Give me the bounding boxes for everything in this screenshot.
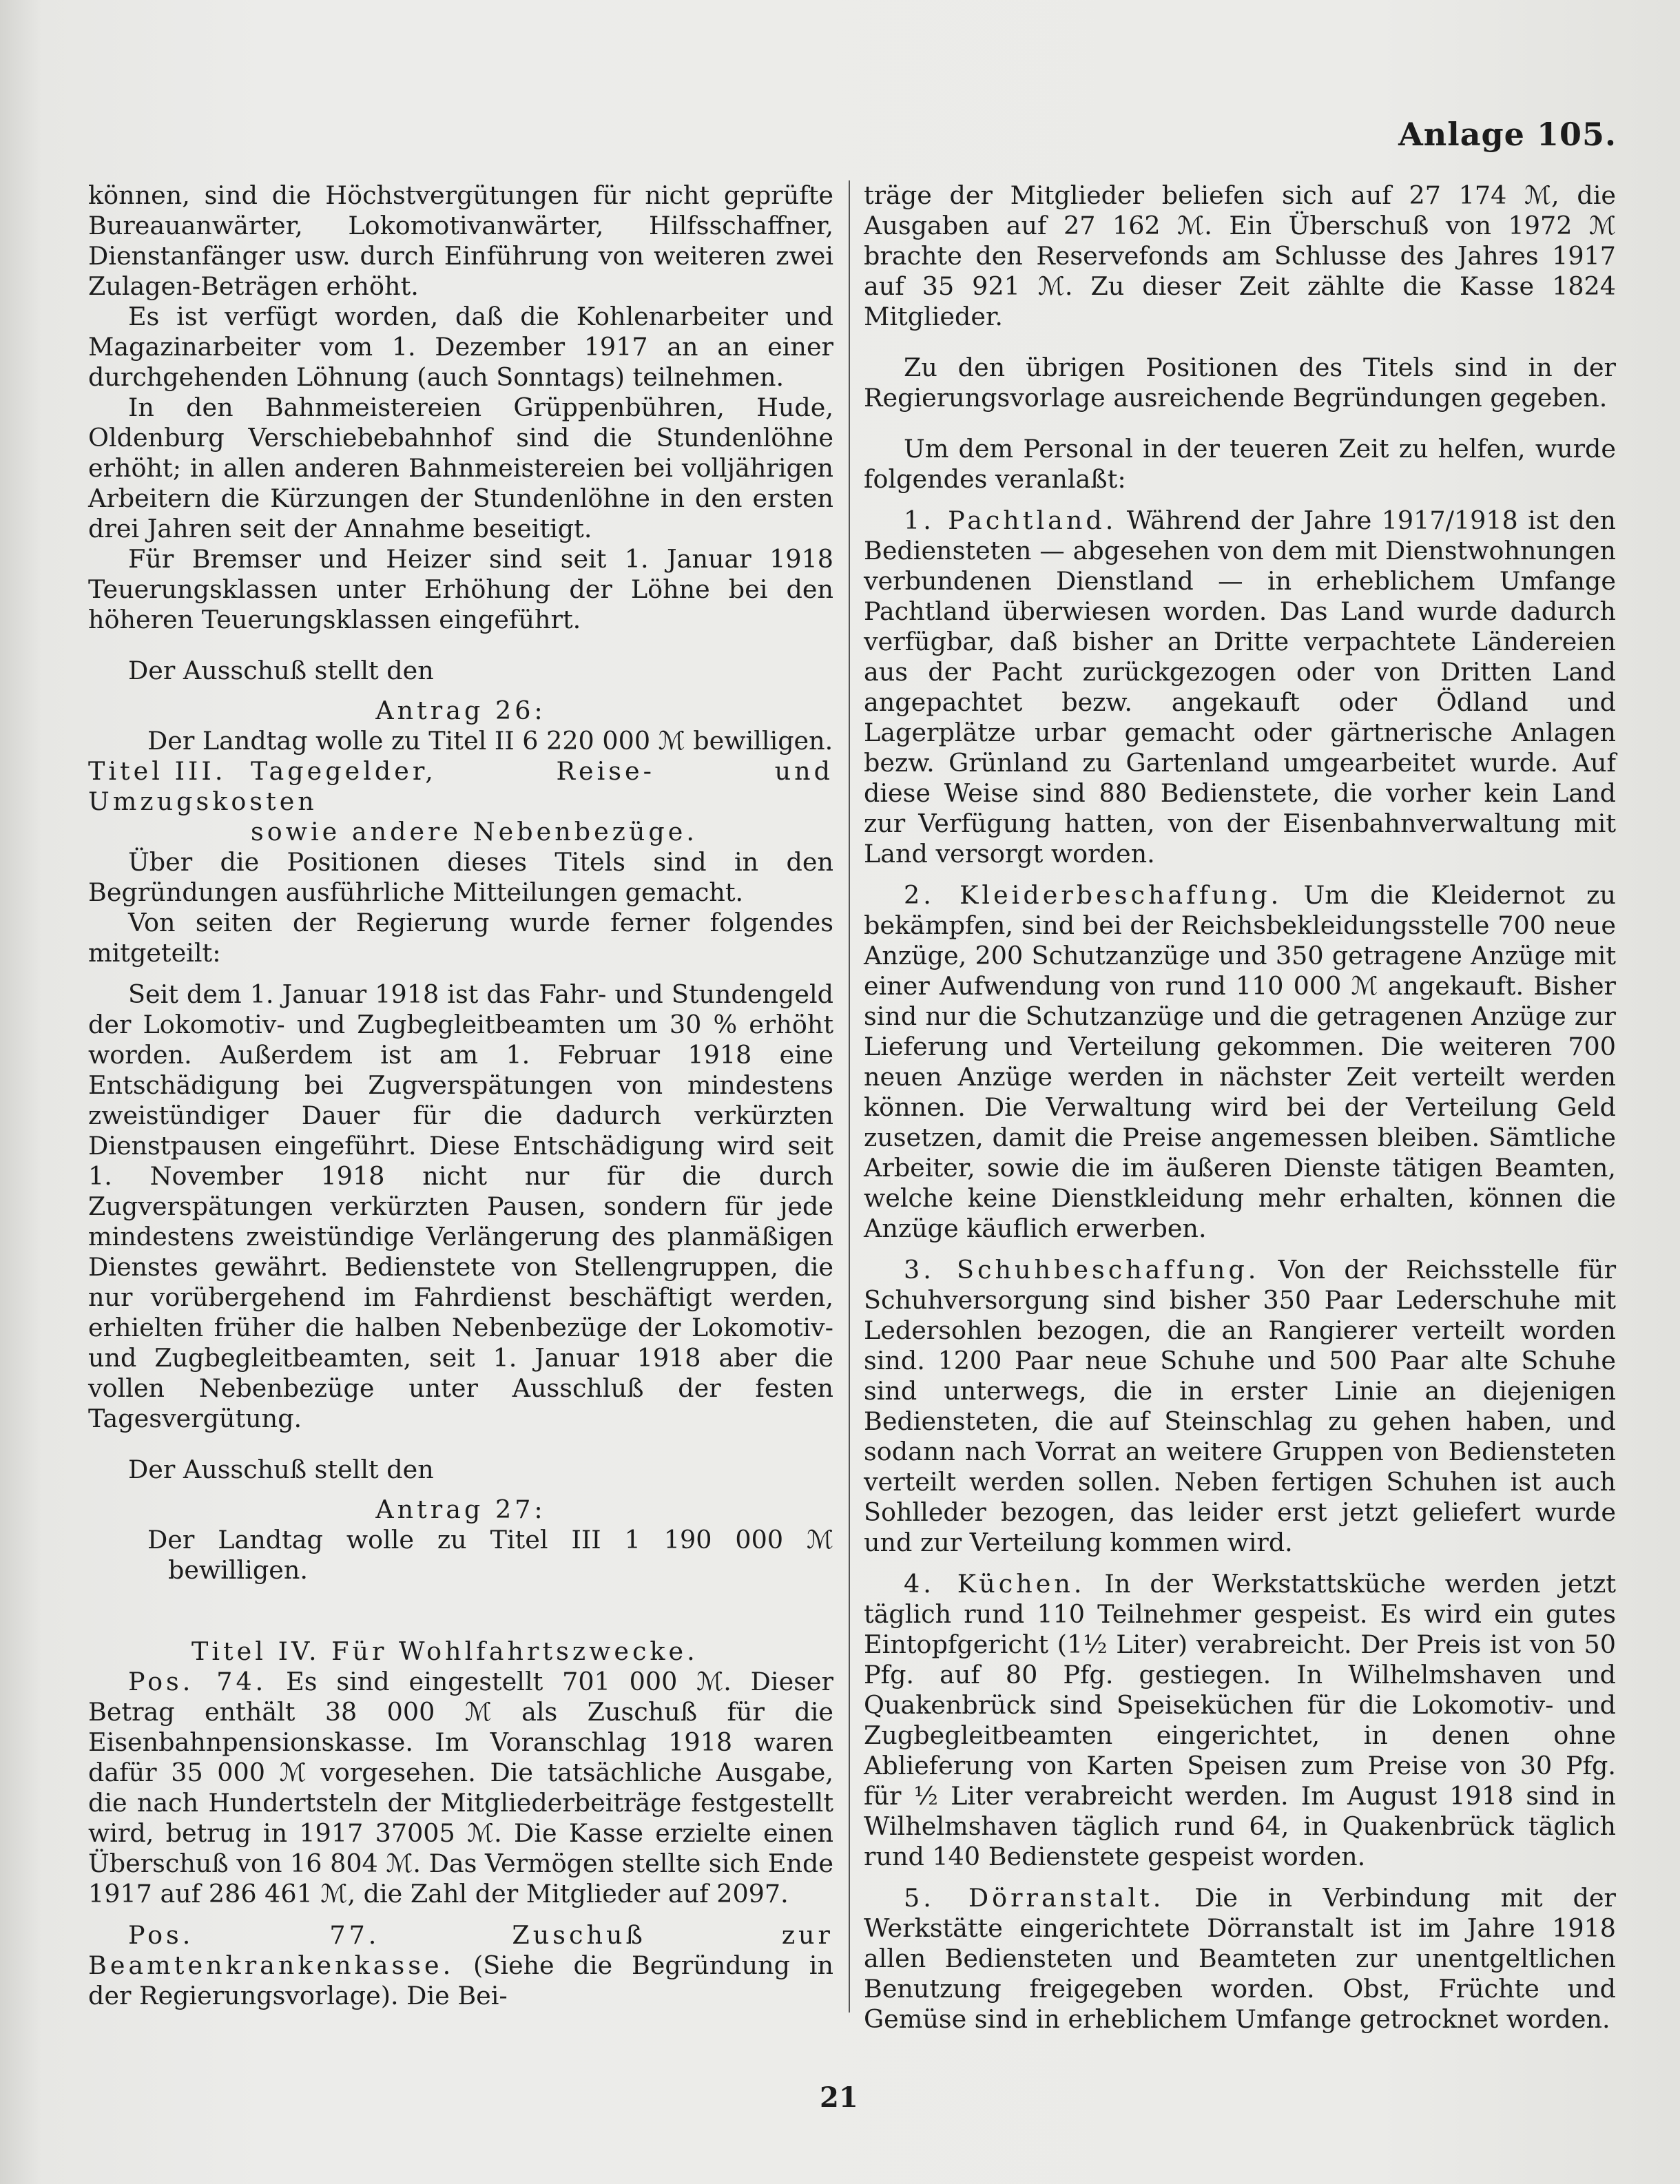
paragraph: Von seiten der Regierung wurde ferner folgendes mitgeteilt:	[88, 908, 833, 968]
paragraph: Um dem Personal in der teueren Zeit zu helfen, wurde folgendes veranlaßt:	[864, 434, 1616, 494]
list-item-text: Um die Kleidernot zu bekämpfen, sind bei der Reichsbekleidungsstelle 700 neue Anzüge, 200 Schutzanzüge und 350 getragene Anzüge mit einer Aufwendung von rund 110 000 ℳ angekauft. Bisher sind nur die Schutzanzüge und die getragenen Anzüge zur Lieferung und Verteilung gekommen. Die weiteren 700 neuen Anzüge werden in nächster Zeit verteilt werden können. Die Verwaltung wird bei der Verteilung Geld zusetzen, damit die Preise angemessen bleiben. Sämtliche Arbeiter, sowie die im äußeren Dienste tätigen Beamten, welche keine Dienstkleidung mehr erhalten, können die Anzüge käuflich erwerben.	[864, 880, 1616, 1243]
list-item-heading: 1. Pachtland.	[904, 506, 1117, 535]
list-item-text: Während der Jahre 1917/1918 ist den Bediensteten — abgesehen von dem mit Dienstwohnungen verbundenen Dienstland — in erheblichem Umfange Pachtland überwiesen worden. Das Land wurde dadurch verfügbar, daß bisher an Dritte verpachtete Ländereien aus der Pacht zurückgezogen oder von Dritten Land angepachtet bezw. angekauft oder Ödland und Lagerplätze urbar gemacht oder gärtnerische Anlagen bezw. Grünland zu Gartenland umgearbeitet wurde. Auf diese Weise sind 880 Bedienstete, die vorher kein Land zur Verfügung hatten, von der Eisenbahnverwaltung mit Land versorgt worden.	[864, 506, 1617, 869]
paragraph: Für Bremser und Heizer sind seit 1. Januar 1918 Teuerungsklassen unter Erhöhung der Löhne bei den höheren Teuerungsklassen eingeführt.	[88, 544, 833, 634]
list-item-heading: 5. Dörranstalt.	[904, 1883, 1165, 1913]
paragraph: Über die Positionen dieses Titels sind in den Begründungen ausführliche Mitteilungen gemacht.	[88, 847, 833, 907]
list-item-heading: 2. Kleiderbeschaffung.	[904, 880, 1283, 910]
list-item	[864, 506, 1616, 869]
list-item	[864, 1255, 1616, 1558]
motion-text: Der Landtag wolle zu Titel II 6 220 000 ℳ bewilligen.	[147, 726, 833, 756]
list-item-text: In der Werkstattsküche werden jetzt täglich rund 110 Teilnehmer gespeist. Es wird ein gutes Eintopfgericht (1½ Liter) verabreicht. Der Preis ist von 50 Pfg. auf 80 Pfg. gestiegen. In Wilhelmshaven und Quakenbrück sind Speiseküchen für die Lokomotiv- und Zugbegleitbeamten eingerichtet, in denen ohne Ablieferung von Karten Speisen zum Preise von 30 Pfg. für ½ Liter verabreicht werden. Im August 1918 sind in Wilhelmshaven täglich rund 64, in Quakenbrück täglich rund 140 Bedienstete gespeist worden.	[864, 1569, 1617, 1871]
list-item-heading: 3. Schuhbeschaffung.	[904, 1255, 1260, 1285]
list-item-text: Von der Reichsstelle für Schuhversorgung sind bisher 350 Paar Lederschuhe mit Ledersohlen bezogen, die an Rangierer verteilt worden sind. 1200 Paar neue Schuhe und 500 Paar alte Schuhe sind unterwegs, die in erster Linie an diejenigen Bediensteten, die auf Steinschlag zu gehen haben, und sodann nach Vorrat an weitere Gruppen von Bediensteten verteilt werden sollen. Neben fertigen Schuhen ist auch Sohlleder bezogen, das leider erst jetzt geliefert wurde und zur Verteilung kommen wird.	[864, 1255, 1617, 1557]
paragraph: Zu den übrigen Positionen des Titels sind in der Regierungsvorlage ausreichende Begründungen gegeben.	[864, 353, 1616, 413]
paragraph	[88, 1920, 833, 2011]
list-item-heading: 4. Küchen.	[904, 1569, 1086, 1599]
paragraph: In den Bahnmeistereien Grüppenbühren, Hude, Oldenburg Verschiebebahnhof sind die Stundenlöhne erhöht; in allen anderen Bahnmeistereien bei volljährigen Arbeitern die Kürzungen der Stundenlöhne in den ersten drei Jahren seit der Annahme beseitigt.	[88, 393, 833, 543]
list-item-text: Die in Verbindung mit der Werkstätte eingerichtete Dörranstalt ist im Jahre 1918 allen Bediensteten und Beamteten zur unentgeltlichen Benutzung freigegeben worden. Obst, Früchte und Gemüse sind in erheblichem Umfange getrocknet worden.	[864, 1883, 1617, 2034]
paragraph: Der Ausschuß stellt den	[128, 1455, 434, 1484]
list-item	[864, 1569, 1616, 1872]
paragraph: Der Ausschuß stellt den	[128, 656, 434, 685]
motion-title: Antrag 27:	[375, 1495, 546, 1524]
paragraph: träge der Mitglieder beliefen sich auf 27 174 ℳ, die Ausgaben auf 27 162 ℳ. Ein Überschuß von 1972 ℳ brachte den Reservefonds am Schlusse des Jahres 1917 auf 35 921 ℳ. Zu dieser Zeit zählte die Kasse 1824 Mitglieder.	[864, 180, 1616, 331]
left-column	[88, 180, 833, 2011]
section-title-line: Tagegelder, Reise- und Umzugskosten	[88, 756, 833, 816]
section-heading-titel-iv: Titel IV. Für Wohlfahrtszwecke.	[191, 1636, 698, 1666]
section-title-line: sowie andere Nebenbezüge.	[251, 817, 698, 846]
paragraph	[88, 1667, 833, 1909]
position-text: (Siehe die Begründung in der Regierungsvorlage). Die Bei-	[88, 1951, 833, 2010]
motion-title: Antrag 26:	[375, 696, 546, 725]
annex-label: Anlage 105.	[1398, 116, 1617, 153]
page-number: 21	[820, 2081, 858, 2114]
right-column	[864, 180, 1616, 2035]
list-item	[864, 880, 1616, 1244]
section-heading-titel-iii	[88, 756, 833, 847]
list-item	[864, 1883, 1616, 2035]
section-number: Titel III.	[88, 756, 227, 786]
paragraph: Seit dem 1. Januar 1918 ist das Fahr- und Stundengeld der Lokomotiv- und Zugbegleitbeamten um 30 % erhöht worden. Außerdem ist am 1. Februar 1918 eine Entschädigung bei Zugverspätungen von mindestens zweistündiger Dauer für die dadurch verkürzten Dienstpausen eingeführt. Diese Entschädigung wird seit 1. November 1918 nicht nur für die durch Zugverspätungen verkürzten Pausen, sondern für jede mindestens zweistündige Verlängerung des planmäßigen Dienstes gewährt. Bedienstete von Stellengruppen, die nur vorübergehend im Fahrdienst beschäftigt werden, erhielten früher die halben Nebenbezüge der Lokomotiv- und Zugbegleitbeamten, seit 1. Januar 1918 aber die vollen Nebenbezüge unter Ausschluß der festen Tagesvergütung.	[88, 979, 833, 1433]
paragraph: können, sind die Höchstvergütungen für nicht geprüfte Bureauanwärter, Lokomotivanwärter, Hilfsschaffner, Dienstanfänger usw. durch Einführung von weiteren zwei Zulagen-Beträgen erhöht.	[88, 180, 833, 301]
paragraph: Es ist verfügt worden, daß die Kohlenarbeiter und Magazinarbeiter vom 1. Dezember 1917 an an einer durchgehenden Löhnung (auch Sonntags) teilnehmen.	[88, 302, 833, 392]
position-label: Pos. 77.	[128, 1920, 380, 1950]
position-label: Pos. 74.	[128, 1667, 267, 1696]
column-divider	[849, 180, 850, 2013]
position-heading: Zuschuß zur Beamtenkrankenkasse.	[88, 1920, 834, 1980]
motion-text: Der Landtag wolle zu Titel III 1 190 000 ℳ bewilligen.	[147, 1525, 833, 1585]
position-text: Es sind eingestellt 701 000 ℳ. Dieser Betrag enthält 38 000 ℳ als Zuschuß für die Eisenbahnpensionskasse. Im Voranschlag 1918 waren dafür 35 000 ℳ vorgesehen. Die tatsächliche Ausgabe, die nach Hundertsteln der Mitgliederbeiträge festgestellt wird, betrug in 1917 37005 ℳ. Die Kasse erzielte einen Überschuß von 16 804 ℳ. Das Vermögen stellte sich Ende 1917 auf 286 461 ℳ, die Zahl der Mitglieder auf 2097.	[88, 1667, 833, 1909]
